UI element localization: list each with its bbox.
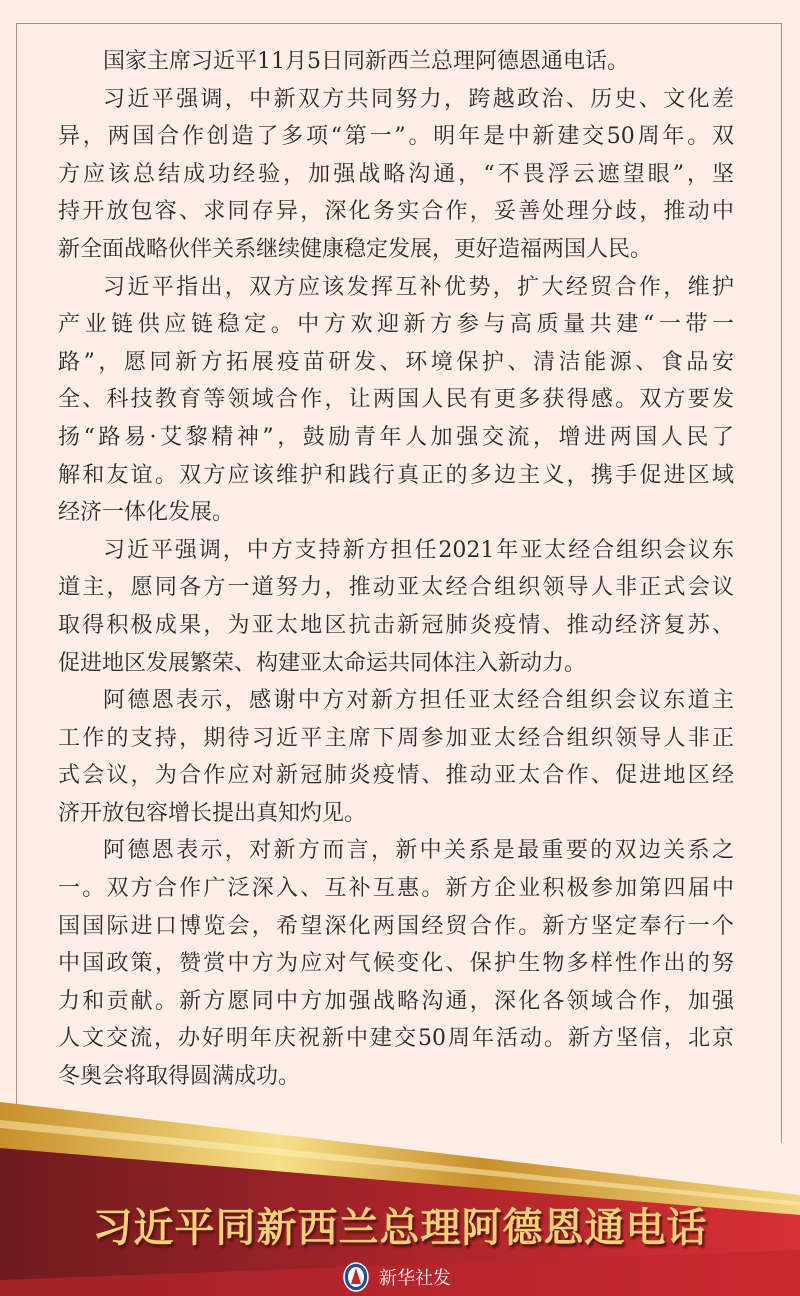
text-line: 中国政策，赞赏中方为应对气候变化、保护生物多样性作出的努 — [58, 951, 734, 977]
paragraph — [58, 532, 734, 682]
text-line: 经济一体化发展。 — [58, 500, 235, 526]
text-line: 习近平指出，双方应该发挥互补优势，扩大经贸合作，维护 — [103, 274, 734, 300]
paragraph — [58, 832, 734, 1095]
text-line: 新全面战略伙伴关系继续健康稳定发展，更好造福两国人民。 — [58, 236, 653, 262]
paragraph — [58, 81, 734, 269]
text-line: 国家主席习近平11月5日同新西兰总理阿德恩通电话。 — [103, 49, 629, 74]
text-line: 方应该总结成功经验，加强战略沟通，“不畏浮云遮望眼”，坚 — [58, 161, 734, 187]
text-line: 促进地区发展繁荣、构建亚太命运共同体注入新动力。 — [58, 650, 587, 676]
text-line: 路”，愿同新方拓展疫苗研发、环境保护、清洁能源、食品安 — [58, 349, 734, 375]
text-line: 持开放包容、求同存异，深化务实合作，妥善处理分歧，推动中 — [58, 199, 734, 225]
text-line: 产业链供应链稳定。中方欢迎新方参与高质量共建“一带一 — [58, 312, 734, 338]
xinhua-logo-icon — [343, 1262, 369, 1292]
text-line: 阿德恩表示，对新方而言，新中关系是最重要的双边关系之 — [103, 838, 734, 864]
paragraph — [58, 43, 734, 81]
text-line: 工作的支持，期待习近平主席下周参加亚太经合组织领导人非正 — [58, 725, 734, 751]
text-line: 异，两国合作创造了多项“第一”。明年是中新建交50周年。双 — [58, 124, 734, 150]
paragraph — [58, 269, 734, 532]
source-credit — [343, 1262, 451, 1292]
text-line: 式会议，为合作应对新冠肺炎疫情、推动亚太合作、促进地区经 — [58, 763, 734, 789]
text-line: 扬“路易·艾黎精神”，鼓励青年人加强交流，增进两国人民了 — [58, 424, 734, 450]
text-line: 阿德恩表示，感谢中方对新方担任亚太经合组织会议东道主 — [103, 688, 734, 714]
banner-title: 习近平同新西兰总理阿德恩通电话 — [92, 1204, 708, 1251]
text-line: 济开放包容增长提出真知灼见。 — [58, 800, 367, 826]
source-text: 新华社发 — [379, 1268, 451, 1289]
article-body — [58, 43, 734, 1096]
paragraph — [58, 682, 734, 832]
text-line: 道主，愿同各方一道努力，推动亚太经合组织领导人非正式会议 — [58, 575, 734, 601]
text-line: 冬奥会将取得圆满成功。 — [58, 1064, 301, 1090]
text-line: 力和贡献。新方愿同中方加强战略沟通，深化各领域合作，加强 — [58, 988, 734, 1014]
text-line: 人文交流，办好明年庆祝新中建交50周年活动。新方坚信，北京 — [58, 1026, 734, 1052]
text-line: 全、科技教育等领域合作，让两国人民有更多获得感。双方要发 — [58, 387, 734, 413]
text-line: 解和友谊。双方应该维护和践行真正的多边主义，携手促进区域 — [58, 462, 734, 488]
text-line: 习近平强调，中方支持新方担任2021年亚太经合组织会议东 — [103, 537, 734, 563]
text-line: 习近平强调，中新双方共同努力，跨越政治、历史、文化差 — [103, 86, 734, 112]
text-line: 取得积极成果，为亚太地区抗击新冠肺炎疫情、推动经济复苏、 — [58, 612, 734, 638]
text-line: 国国际进口博览会，希望深化两国经贸合作。新方坚定奉行一个 — [58, 913, 734, 939]
text-line: 一。双方合作广泛深入、互补互惠。新方企业积极参加第四届中 — [58, 876, 734, 902]
